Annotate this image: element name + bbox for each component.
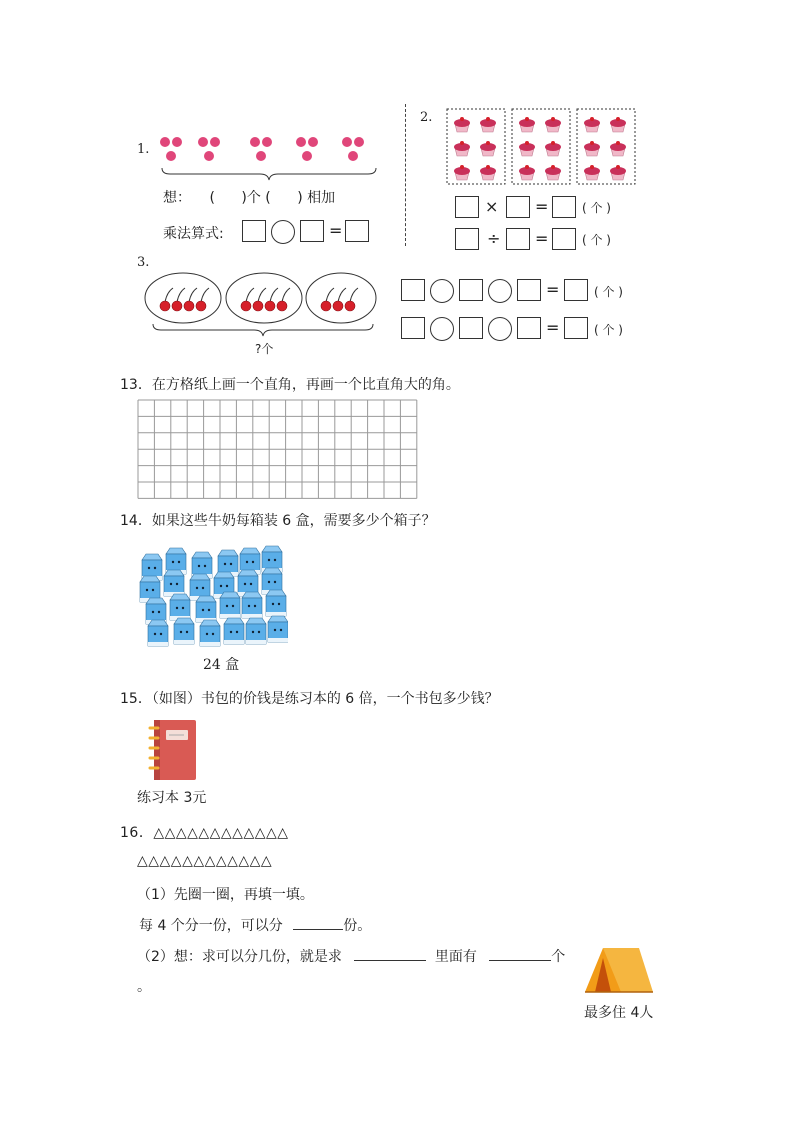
milk-carton-icon [148,620,168,646]
cherry-oval-3 [306,273,376,323]
q16-fill1: 每 4 个分一份，可以分 份。 [139,915,371,935]
q16-part2: （2）想：求可以分几份，就是求 里面有 个 [137,946,565,966]
q1-brace [160,166,378,182]
q14-milk-boxes [136,540,288,652]
q16-fill1-blank[interactable] [293,915,343,930]
berry-group-3 [250,137,272,161]
berry-group-2 [198,137,220,161]
berry-group-4 [296,137,318,161]
milk-carton-icon [196,596,216,622]
q13-grid-paper[interactable] [137,399,419,499]
milk-carton-icon [174,618,194,644]
q3-row2-box-4[interactable] [564,317,588,339]
milk-carton-icon [164,570,184,596]
q2-row1-eq: = [535,197,549,216]
q2-row2-box-2[interactable] [506,228,530,250]
berry-group-5 [342,137,364,161]
q13-text: 13．在方格纸上画一个直角，再画一个比直角大的角。 [120,377,460,393]
milk-carton-icon [266,590,286,616]
q3-row1-box-1[interactable] [401,279,425,301]
milk-carton-icon [170,594,190,620]
q16-part1: （1）先圈一圈，再填一填。 [137,887,314,903]
q1-formula-label: 乘法算式: [163,226,224,242]
q2-row2-unit: ( 个 ) [582,233,611,247]
milk-carton-icon [268,616,288,642]
q1-equals: = [329,221,343,240]
q14-caption: 24 盒 [203,657,240,673]
q2-row2-box-1[interactable] [455,228,479,250]
q14-text: 14．如果这些牛奶每箱装 6 盒，需要多少个箱子？ [120,513,436,529]
notebook-icon [146,718,200,782]
q16-triangles-row-2: △△△△△△△△△△△△ [137,853,273,869]
cupcake-box-2 [512,109,570,184]
q2-row1-box-2[interactable] [506,196,530,218]
q1-think-line: 想： ( )个 ( ) 相加 [163,190,336,206]
q2-number: 2. [420,110,433,125]
q2-row2-box-3[interactable] [552,228,576,250]
cherry-oval-1 [145,273,221,323]
q3-row1-box-4[interactable] [564,279,588,301]
q1-operator-circle[interactable] [271,220,295,244]
q3-row2-eq: = [546,318,560,337]
q16-period: 。 [137,979,151,995]
q2-row2-op: ÷ [487,229,501,248]
q3-number: 3. [137,255,150,270]
q16-triangles-row-1: 16．△△△△△△△△△△△△ [120,825,289,841]
milk-carton-icon [220,592,240,618]
milk-carton-icon [242,592,262,618]
tent-icon [583,944,655,998]
milk-carton-icon [224,618,244,644]
q3-row2-box-3[interactable] [517,317,541,339]
q3-row1-circle-2[interactable] [488,279,512,303]
q3-question: ?个 [255,342,274,356]
milk-carton-icon [246,618,266,644]
q2-row1-unit: ( 个 ) [582,201,611,215]
q2-row2-eq: = [535,229,549,248]
q1-answer-box-1[interactable] [242,220,266,242]
q16-part2-blank-1[interactable] [354,946,426,961]
section-divider [405,104,406,246]
q2-row1-box-3[interactable] [552,196,576,218]
q3-row2-box-2[interactable] [459,317,483,339]
cupcake-box-3 [577,109,635,184]
q15-caption: 练习本 3元 [137,790,207,806]
q2-row1-op: × [485,197,499,216]
cupcake-box-1 [447,109,505,184]
q3-brace [151,322,375,338]
q3-row1-box-2[interactable] [459,279,483,301]
berry-group-1 [160,137,182,161]
q1-berries [155,132,380,168]
q1-answer-box-3[interactable] [345,220,369,242]
q2-cupcakes [446,108,638,186]
q3-row1-unit: ( 个 ) [594,285,623,299]
cherry-oval-2 [226,273,302,323]
q3-row2-circle-2[interactable] [488,317,512,341]
milk-carton-icon [200,620,220,646]
q16-part2-blank-2[interactable] [489,946,551,961]
q2-row1-box-1[interactable] [455,196,479,218]
q3-row1-eq: = [546,280,560,299]
q15-text: 15．（如图）书包的价钱是练习本的 6 倍，一个书包多少钱？ [120,691,499,707]
q3-cherry-groups [143,270,379,330]
tent-caption: 最多住 4人 [584,1005,654,1021]
q3-row2-box-1[interactable] [401,317,425,339]
q1-number: 1. [137,142,150,157]
q3-row1-box-3[interactable] [517,279,541,301]
q1-answer-box-2[interactable] [300,220,324,242]
q3-row1-circle-1[interactable] [430,279,454,303]
q3-row2-circle-1[interactable] [430,317,454,341]
q3-row2-unit: ( 个 ) [594,323,623,337]
